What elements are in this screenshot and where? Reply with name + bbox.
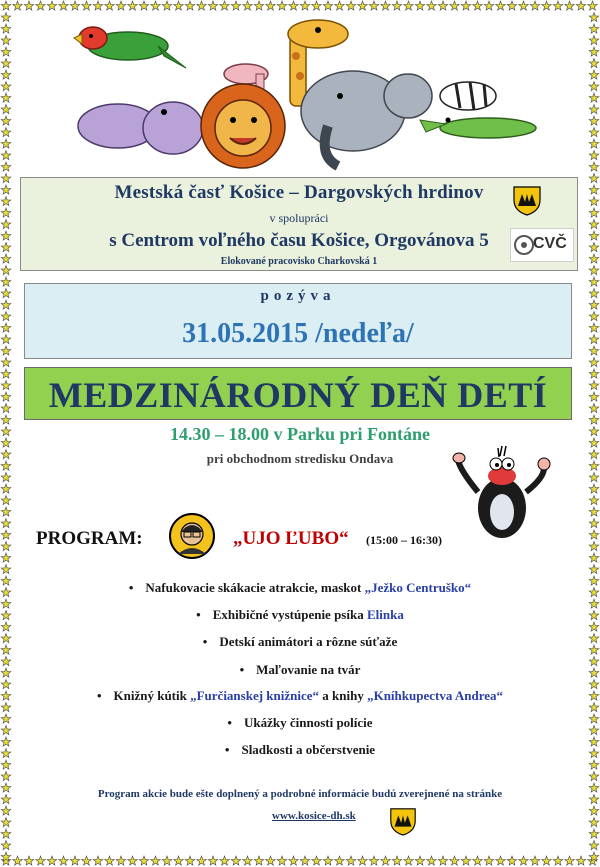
border-star	[13, 1, 23, 10]
border-star	[1, 484, 11, 493]
border-star	[197, 1, 207, 10]
invite-word: pozýva	[260, 288, 336, 304]
border-star	[589, 289, 599, 298]
border-star	[1, 760, 11, 769]
border-star	[1, 266, 11, 275]
border-star	[589, 151, 599, 160]
list-item: • Sladkosti a občerstvenie	[224, 742, 376, 757]
border-star	[589, 841, 599, 850]
border-star	[266, 1, 276, 10]
border-star	[589, 335, 599, 344]
border-star	[589, 174, 599, 183]
bullet-icon: •	[96, 688, 102, 703]
program-label: PROGRAM:	[36, 528, 143, 549]
border-star	[1, 553, 11, 562]
border-star	[589, 312, 599, 321]
border-star	[231, 856, 241, 865]
border-star	[589, 473, 599, 482]
border-star	[1, 565, 11, 574]
border-star	[1, 105, 11, 114]
bullet-icon: •	[196, 607, 201, 622]
bullet-icon: •	[239, 662, 245, 677]
border-star	[185, 1, 195, 10]
border-star	[346, 856, 356, 865]
border-star	[542, 1, 552, 10]
border-star	[589, 93, 599, 102]
border-star	[415, 1, 425, 10]
cvc-logo-icon	[514, 232, 534, 258]
border-star	[589, 162, 599, 171]
border-star	[1, 128, 11, 137]
border-star	[565, 856, 575, 865]
border-star	[220, 856, 230, 865]
bullet-icon: •	[227, 715, 232, 730]
cvc-logo	[510, 228, 574, 262]
border-star	[381, 1, 391, 10]
border-star	[1, 36, 11, 45]
border-star	[589, 197, 599, 206]
border-star	[589, 13, 599, 22]
border-star	[1, 24, 11, 33]
crocodile-illustration	[420, 118, 536, 139]
border-star	[59, 1, 69, 10]
border-star	[220, 1, 230, 10]
event-time-place: 14.30 – 18.00 v Parku pri Fontáne	[169, 424, 430, 444]
border-star	[438, 1, 448, 10]
border-star	[47, 1, 57, 10]
border-star	[576, 1, 586, 10]
border-star	[1, 530, 11, 539]
border-star	[254, 1, 264, 10]
border-star	[392, 1, 402, 10]
event-date: 31.05.2015 /nedeľa/	[182, 318, 414, 349]
border-star	[507, 856, 517, 865]
border-star	[82, 856, 92, 865]
border-star	[589, 277, 599, 286]
bullet-icon: •	[128, 580, 134, 595]
border-star	[589, 266, 599, 275]
border-star	[589, 300, 599, 309]
border-star	[1, 93, 11, 102]
border-star	[589, 220, 599, 229]
border-star	[589, 415, 599, 424]
border-star	[589, 404, 599, 413]
list-item: • Exhibičné vystúpenie psíka Elinka	[196, 607, 404, 622]
border-star	[1, 358, 11, 367]
border-star	[553, 1, 563, 10]
border-star	[312, 856, 322, 865]
parrot-illustration	[74, 27, 186, 68]
border-star	[323, 856, 333, 865]
border-star	[589, 47, 599, 56]
border-star	[1, 323, 11, 332]
border-star	[461, 856, 471, 865]
border-star	[1, 772, 11, 781]
border-star	[1, 162, 11, 171]
border-star	[24, 1, 34, 10]
border-star	[427, 1, 437, 10]
border-star	[128, 856, 138, 865]
border-star	[589, 496, 599, 505]
border-star	[589, 128, 599, 137]
border-star	[589, 622, 599, 631]
border-star	[208, 1, 218, 10]
animals-illustration	[68, 16, 538, 176]
border-star	[589, 484, 599, 493]
border-star	[197, 856, 207, 865]
border-star	[589, 818, 599, 827]
border-star	[36, 856, 46, 865]
organizer-name: Mestská časť Košice – Dargovských hrdinov	[114, 182, 484, 203]
cvc-logo-text: CVČ	[533, 235, 567, 252]
border-star	[1, 231, 11, 240]
border-star	[1, 829, 11, 838]
border-star	[589, 358, 599, 367]
border-star	[1, 1, 11, 10]
border-star	[576, 856, 586, 865]
border-star	[1, 220, 11, 229]
border-star	[589, 760, 599, 769]
border-star	[438, 856, 448, 865]
partner-name: s Centrom voľného času Košice, Orgovánova 5	[109, 230, 489, 251]
border-star	[519, 856, 529, 865]
border-star	[335, 856, 345, 865]
border-star	[1, 856, 11, 865]
border-star	[1, 404, 11, 413]
border-star	[392, 856, 402, 865]
border-star	[1, 197, 11, 206]
border-star	[1, 346, 11, 355]
event-location: pri obchodnom stredisku Ondava	[206, 451, 394, 466]
coat-of-arms-icon	[511, 184, 543, 216]
border-star	[1, 185, 11, 194]
border-star	[565, 1, 575, 10]
border-star	[1, 818, 11, 827]
border-star	[589, 105, 599, 114]
border-star	[507, 1, 517, 10]
border-star	[231, 1, 241, 10]
border-star	[1, 289, 11, 298]
border-star	[589, 185, 599, 194]
title-banner	[24, 367, 572, 420]
border-star	[47, 856, 57, 865]
border-star	[289, 856, 299, 865]
border-star	[70, 1, 80, 10]
border-star	[404, 856, 414, 865]
border-star	[139, 856, 149, 865]
border-star	[1, 312, 11, 321]
border-star	[589, 553, 599, 562]
border-star	[116, 1, 126, 10]
hippo-illustration	[78, 102, 203, 154]
border-star	[162, 856, 172, 865]
invite-box	[24, 283, 572, 359]
border-star	[1, 82, 11, 91]
border-star	[1, 116, 11, 125]
list-item: • Knižný kútik „Furčianskej knižnice“ a knihy „Kníhkupectva Andrea“	[96, 688, 504, 703]
border-star	[1, 243, 11, 252]
border-star	[553, 856, 563, 865]
border-star	[24, 856, 34, 865]
border-star	[105, 856, 115, 865]
border-star	[266, 856, 276, 865]
border-star	[1, 381, 11, 390]
border-star	[461, 1, 471, 10]
border-star	[589, 519, 599, 528]
border-star	[243, 856, 253, 865]
border-star	[589, 24, 599, 33]
border-star	[289, 1, 299, 10]
performer-name: „UJO ĽUBO“	[233, 528, 349, 549]
border-star	[1, 139, 11, 148]
border-star	[300, 856, 310, 865]
border-star	[1, 806, 11, 815]
border-star	[70, 856, 80, 865]
border-star	[473, 1, 483, 10]
border-star	[589, 507, 599, 516]
border-star	[312, 1, 322, 10]
list-item: • Maľovanie na tvár	[239, 662, 361, 677]
border-star	[589, 530, 599, 539]
website-link[interactable]: www.kosice-dh.sk	[272, 810, 356, 822]
border-star	[1, 300, 11, 309]
bullet-icon: •	[224, 742, 230, 757]
organizer-header	[20, 177, 578, 271]
border-star	[174, 1, 184, 10]
border-star	[496, 856, 506, 865]
border-star	[1, 622, 11, 631]
border-star	[589, 392, 599, 401]
border-star	[484, 856, 494, 865]
elephant-illustration	[301, 71, 432, 166]
border-star	[59, 856, 69, 865]
bullet-icon: •	[202, 634, 208, 649]
border-star	[589, 852, 599, 861]
border-star	[1, 841, 11, 850]
footer-note: Program akcie bude ešte doplnený a podrobné informácie budú zverejnené na stránke	[97, 788, 503, 800]
border-star	[381, 856, 391, 865]
border-star	[162, 1, 172, 10]
border-star	[1, 542, 11, 551]
border-star	[589, 369, 599, 378]
border-star	[589, 323, 599, 332]
border-star	[128, 1, 138, 10]
border-star	[1, 59, 11, 68]
zebra-illustration	[440, 82, 496, 110]
border-star	[519, 1, 529, 10]
border-star	[496, 1, 506, 10]
border-star	[404, 1, 414, 10]
performer-time: (15:00 – 16:30)	[366, 533, 442, 547]
border-star	[151, 1, 161, 10]
border-star	[335, 1, 345, 10]
border-star	[589, 243, 599, 252]
border-star	[1, 519, 11, 528]
border-star	[151, 856, 161, 865]
border-star	[277, 1, 287, 10]
list-item: • Ukážky činnosti polície	[227, 715, 373, 730]
border-star	[243, 1, 253, 10]
border-star	[174, 856, 184, 865]
border-star	[1, 507, 11, 516]
border-star	[1, 473, 11, 482]
border-star	[589, 542, 599, 551]
border-star	[542, 856, 552, 865]
border-star	[589, 806, 599, 815]
border-star	[254, 856, 264, 865]
border-star	[484, 1, 494, 10]
border-star	[588, 1, 598, 10]
border-star	[589, 565, 599, 574]
border-star	[93, 1, 103, 10]
border-star	[589, 381, 599, 390]
mole-illustration	[452, 440, 552, 540]
border-star	[105, 1, 115, 10]
border-star	[358, 856, 368, 865]
border-star	[589, 254, 599, 263]
event-title: MEDZINÁRODNÝ DEŇ DETÍ	[48, 375, 548, 415]
border-star	[1, 254, 11, 263]
border-star	[1, 496, 11, 505]
border-star	[82, 1, 92, 10]
lion-illustration	[201, 84, 285, 168]
border-star	[589, 116, 599, 125]
border-star	[589, 208, 599, 217]
border-star	[1, 70, 11, 79]
border-star	[588, 856, 598, 865]
border-star	[1, 208, 11, 217]
border-star	[1, 277, 11, 286]
border-star	[323, 1, 333, 10]
border-star	[589, 829, 599, 838]
border-star	[369, 856, 379, 865]
border-star	[139, 1, 149, 10]
border-star	[36, 1, 46, 10]
border-star	[1, 415, 11, 424]
partner-branch: Elokované pracovisko Charkovská 1	[220, 256, 378, 267]
cooperation-label: v spolupráci	[269, 211, 329, 225]
border-star	[530, 856, 540, 865]
border-star	[473, 856, 483, 865]
border-star	[589, 70, 599, 79]
list-item: • Nafukovacie skákacie atrakcie, maskot „Ježko Centruško“	[128, 580, 472, 595]
border-star	[589, 772, 599, 781]
border-star	[1, 174, 11, 183]
border-star	[530, 1, 540, 10]
border-star	[346, 1, 356, 10]
border-star	[116, 856, 126, 865]
border-star	[1, 392, 11, 401]
ujo-lubo-avatar	[168, 512, 216, 560]
border-star	[589, 346, 599, 355]
border-star	[300, 1, 310, 10]
border-star	[1, 151, 11, 160]
border-star	[589, 59, 599, 68]
border-star	[415, 856, 425, 865]
border-star	[450, 1, 460, 10]
border-star	[589, 36, 599, 45]
border-star	[1, 47, 11, 56]
border-star	[589, 231, 599, 240]
border-star	[1, 335, 11, 344]
border-star	[93, 856, 103, 865]
border-star	[427, 856, 437, 865]
border-star	[1, 369, 11, 378]
border-star	[589, 139, 599, 148]
border-star	[13, 856, 23, 865]
border-star	[450, 856, 460, 865]
border-star	[1, 852, 11, 861]
list-item: • Detskí animátori a rôzne súťaže	[202, 634, 398, 649]
border-star	[358, 1, 368, 10]
border-star	[277, 856, 287, 865]
border-star	[369, 1, 379, 10]
border-star	[185, 856, 195, 865]
border-star	[589, 82, 599, 91]
border-star	[208, 856, 218, 865]
coat-of-arms-icon	[388, 806, 418, 836]
border-star	[1, 13, 11, 22]
